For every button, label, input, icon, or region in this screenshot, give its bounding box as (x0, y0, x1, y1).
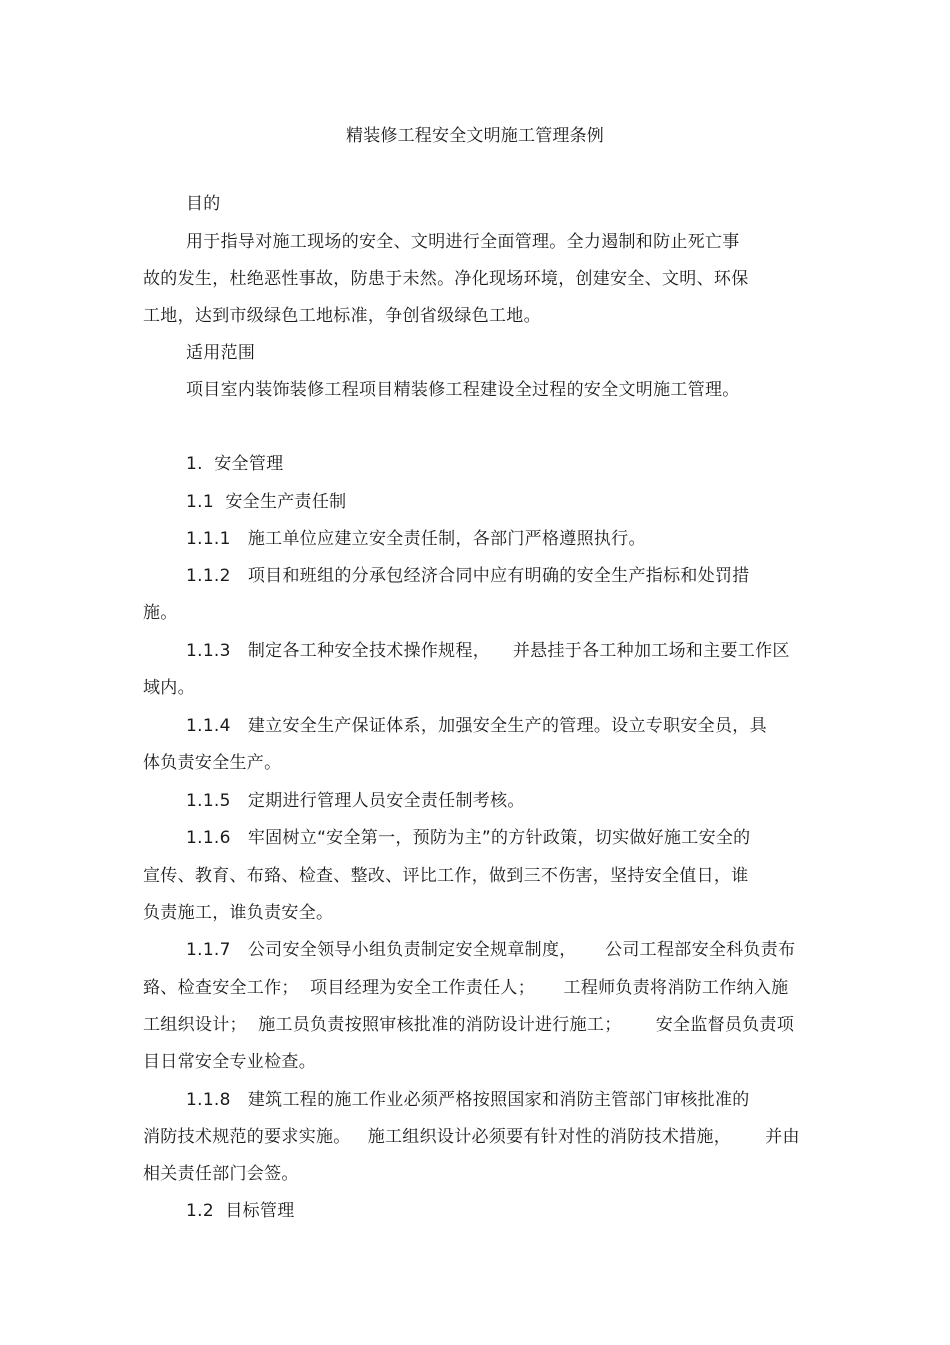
clause-line: 消防技术规范的要求实施。 施工组织设计必须要有针对性的消防技术措施， 并由 (143, 1127, 800, 1147)
clause-line: 施。 (143, 603, 178, 623)
clause-line: 域内。 (143, 678, 195, 698)
page-title: 精装修工程安全文明施工管理条例 (346, 126, 604, 146)
clause-line: 1.1.7 公司安全领导小组负责制定安全规章制度， 公司工程部安全科负责布 (186, 940, 796, 960)
paragraph-line: 工地，达到市级绿色工地标准，争创省级绿色工地。 (143, 306, 541, 326)
clause-line: 1.1.6 牢固树立“安全第一，预防为主”的方针政策，切实做好施工安全的 (186, 828, 751, 848)
clause-line: 宣传、教育、布臵、检查、整改、评比工作，做到三不伤害，坚持安全值日，谁 (143, 866, 749, 886)
clause-line: 工组织设计； 施工员负责按照审核批准的消防设计进行施工； 安全监督员负责项 (143, 1015, 795, 1035)
clause-line: 1.1.8 建筑工程的施工作业必须严格按照国家和消防主管部门审核批准的 (186, 1090, 750, 1110)
clause-line: 负责施工，谁负责安全。 (143, 903, 334, 923)
clause-line: 1.1.2 项目和班组的分承包经济合同中应有明确的安全生产指标和处罚措 (186, 566, 750, 586)
clause-line: 目日常安全专业检查。 (143, 1052, 316, 1072)
clause-line: 相关责任部门会签。 (143, 1164, 299, 1184)
paragraph-line: 用于指导对施工现场的安全、文明进行全面管理。全力遏制和防止死亡事 (186, 232, 740, 252)
clause-line: 臵、检查安全工作； 项目经理为安全工作责任人； 工程师负责将消防工作纳入施 (143, 978, 789, 998)
clause-line: 1.1.4 建立安全生产保证体系，加强安全生产的管理。设立专职安全员，具 (186, 716, 767, 736)
paragraph-line: 项目室内装饰装修工程项目精装修工程建设全过程的安全文明施工管理。 (186, 380, 740, 400)
clause-line: 1.1.3 制定各工种安全技术操作规程， 并悬挂于各工种加工场和主要工作区 (186, 641, 790, 661)
section-heading-purpose: 目的 (186, 194, 221, 214)
section-heading-safety: 1. 安全管理 (186, 454, 284, 474)
clause-line: 1.1.5 定期进行管理人员安全责任制考核。 (186, 791, 525, 811)
subsection-heading: 1.2 目标管理 (186, 1201, 295, 1221)
clause-line: 1.1.1 施工单位应建立安全责任制，各部门严格遵照执行。 (186, 529, 646, 549)
section-heading-scope: 适用范围 (186, 343, 256, 363)
paragraph-line: 故的发生，杜绝恶性事故，防患于未然。净化现场环境，创建安全、文明、环保 (143, 269, 749, 289)
clause-line: 体负责安全生产。 (143, 753, 282, 773)
subsection-heading: 1.1 安全生产责任制 (186, 492, 347, 512)
